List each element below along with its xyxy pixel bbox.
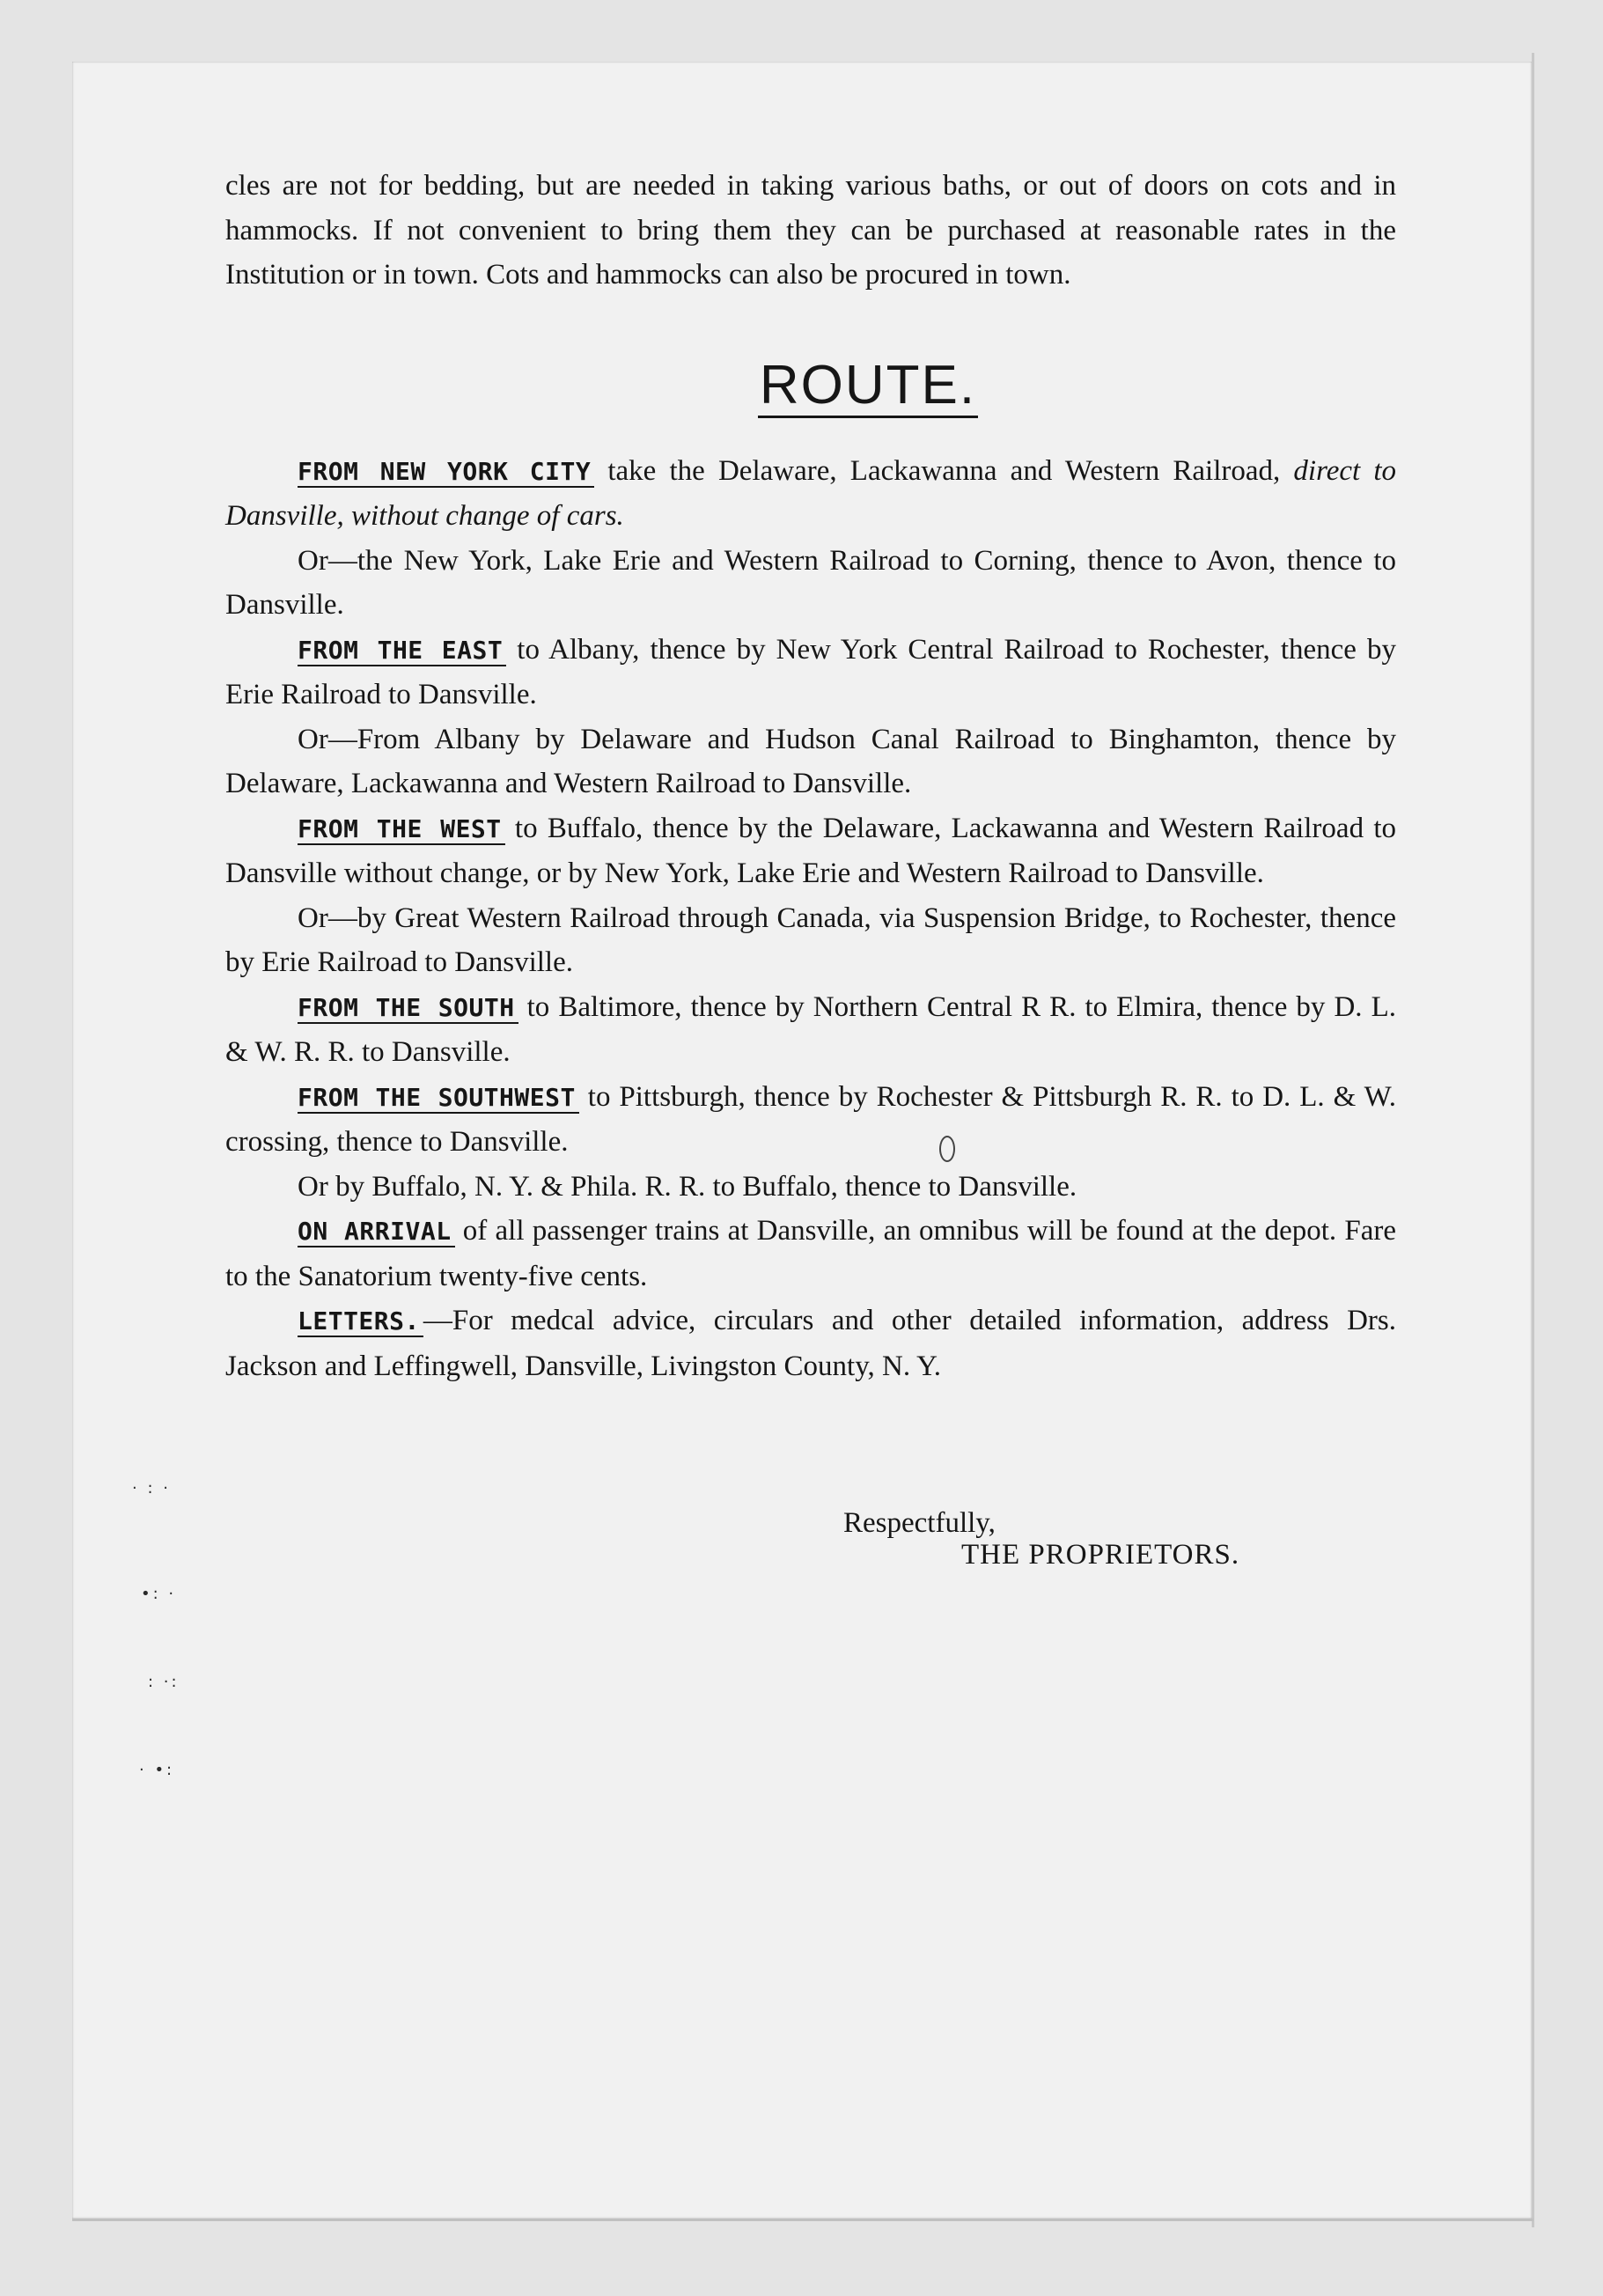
route-paragraph-west [225,806,1396,896]
text-from-the-southwest: to Pittsburgh, thence by Rochester & Pittsburgh R. R. to D. L. & W. crossing, thence to Dansville. [225,1080,1396,1158]
margin-speckle: · : · [132,1479,171,1498]
text-on-arrival: of all passenger trains at Dansville, an omnibus will be found at the depot. Fare to the Sanatorium twenty-five cents. [225,1215,1397,1292]
route-heading [225,350,1396,421]
route-paragraph-albany-alternative: Or—From Albany by Delaware and Hudson Canal Railroad to Binghamton, thence by Delaware, Lackawanna and Western Railroad to Dansville. [225,723,1396,799]
route-title: ROUTE. [758,357,978,418]
text-letters: —For medcal advice, circulars and other detailed information, address Drs. Jackson and Leffingwell, Dansville, Livingston County, N. Y. [225,1305,1396,1382]
route-paragraph-arrival [225,1209,1396,1299]
italic-direct-to-dansville: direct to Dansville, without change of cars. [225,454,1397,532]
heading-on-arrival: ON ARRIVAL [298,1217,455,1247]
signature-proprietors: THE PROPRIETORS. [961,1539,1240,1571]
text-from-the-south: to Baltimore, thence by Northern Central R R. to Elmira, thence by D. L. & W. R. R. to Dansville. [225,990,1396,1068]
heading-from-the-west: FROM THE WEST [298,814,505,845]
route-paragraph-erie-alternative: Or—the New York, Lake Erie and Western Railroad to Corning, thence to Avon, thence to Dansville. [225,544,1396,621]
heading-from-the-east: FROM THE EAST [298,636,506,666]
heading-new-york-city: FROM NEW YORK CITY [298,457,594,488]
page-edge-right [1532,53,1534,2227]
heading-letters: LETTERS. [298,1306,423,1337]
intro-paragraph: cles are not for bedding, but are needed in taking various baths, or out of doors on cots and in hammocks. If not convenient to bring them they can be purchased at reasonable rates in the Institution or in town. Cots and hammocks can also be procured in town. [225,170,1396,291]
margin-speckle: : ·: [148,1673,180,1691]
heading-from-the-southwest: FROM THE SOUTHWEST [298,1083,579,1114]
route-paragraph-south [225,985,1396,1075]
text-from-the-west: to Buffalo, thence by the Delaware, Lackawanna and Western Railroad to Dansville without change, or by New York, Lake Erie and Western Railroad to Dansville. [225,812,1396,889]
route-paragraph-southwest [225,1075,1396,1165]
route-paragraph-letters [225,1299,1396,1388]
margin-speckle: •: · [141,1585,177,1603]
route-paragraph-east [225,628,1396,718]
text-new-york-city: take the Delaware, Lackawanna and Western Railroad, [594,454,1294,487]
text-from-the-east: to Albany, thence by New York Central Railroad to Rochester, thence by Erie Railroad to Dansville. [225,633,1396,710]
route-paragraph-canada-alternative: Or—by Great Western Railroad through Canada, via Suspension Bridge, to Rochester, thence by Erie Railroad to Dansville. [225,901,1396,978]
route-paragraph-buffalo-alternative: Or by Buffalo, N. Y. & Phila. R. R. to Buffalo, thence to Dansville. [298,1170,1077,1203]
margin-mark [939,1136,955,1162]
margin-speckle: · •: [139,1761,175,1779]
closing-respectfully: Respectfully, [843,1507,996,1539]
page-edge-bottom [72,2219,1533,2221]
heading-from-the-south: FROM THE SOUTH [298,993,518,1024]
route-paragraph-new-york [225,449,1396,539]
document-body [225,164,1396,1388]
